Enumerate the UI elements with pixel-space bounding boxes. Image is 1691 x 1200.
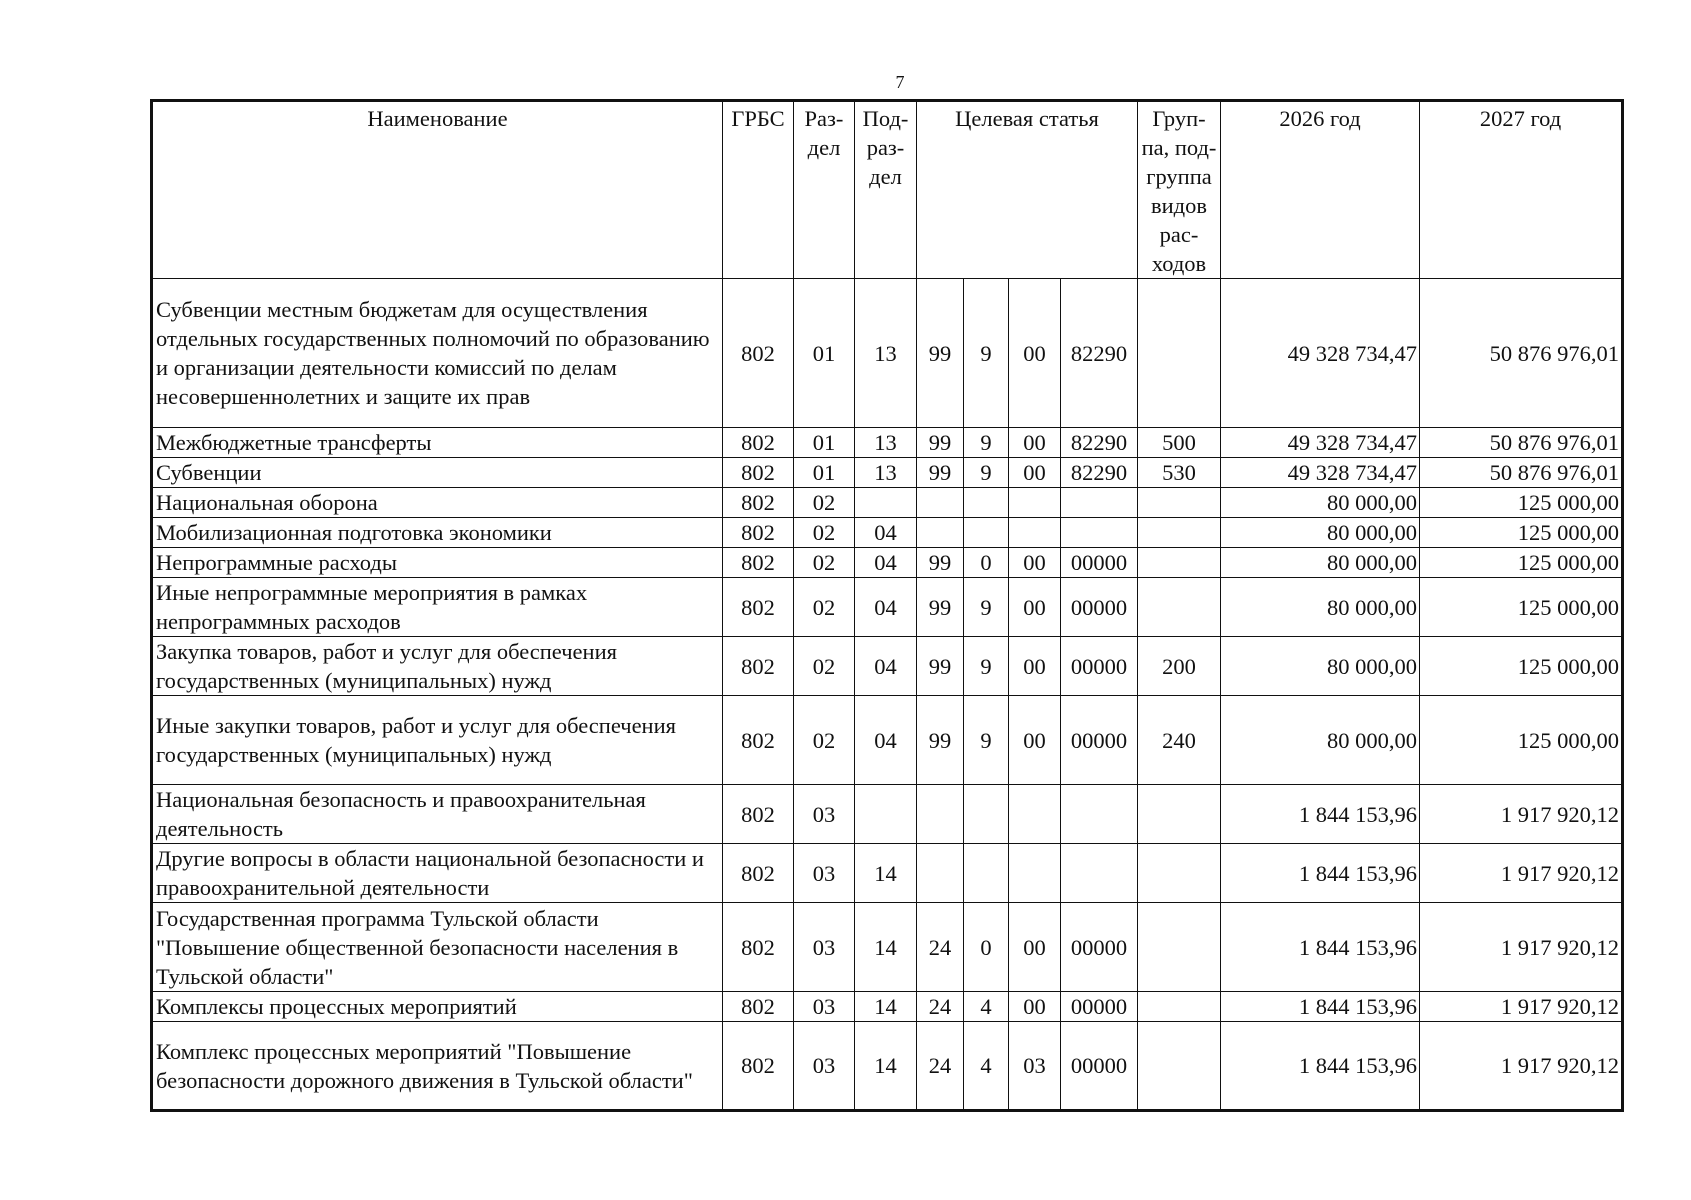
header-grbs: ГРБС — [723, 101, 794, 279]
row-target-article-type — [964, 488, 1009, 518]
table-row — [152, 279, 1623, 428]
row-name: Комплексы процессных мероприятий — [152, 992, 723, 1022]
row-target-article-program: 99 — [917, 696, 964, 785]
row-grbs: 802 — [723, 903, 794, 992]
row-expense-group: 240 — [1138, 696, 1221, 785]
row-name: Государственная программа Тульской области "Повышение общественной безопасности населения в Тульской области" — [152, 903, 723, 992]
row-target-article-subprogram: 00 — [1009, 578, 1061, 637]
row-target-article-subprogram: 00 — [1009, 696, 1061, 785]
row-expense-group — [1138, 488, 1221, 518]
row-podrazdel: 13 — [855, 458, 917, 488]
row-expense-group — [1138, 578, 1221, 637]
table-row — [152, 428, 1623, 458]
row-razdel: 03 — [794, 1022, 855, 1111]
row-expense-group — [1138, 1022, 1221, 1111]
row-target-article-subprogram: 00 — [1009, 637, 1061, 696]
row-target-article-subprogram: 03 — [1009, 1022, 1061, 1111]
header-row — [152, 101, 1623, 279]
row-grbs: 802 — [723, 696, 794, 785]
row-expense-group — [1138, 903, 1221, 992]
row-podrazdel: 04 — [855, 518, 917, 548]
row-name: Мобилизационная подготовка экономики — [152, 518, 723, 548]
table-row — [152, 518, 1623, 548]
row-grbs: 802 — [723, 518, 794, 548]
row-target-article-subprogram: 00 — [1009, 279, 1061, 428]
row-target-article-direction: 00000 — [1061, 548, 1138, 578]
row-target-article-direction: 00000 — [1061, 696, 1138, 785]
row-amount-2027: 125 000,00 — [1420, 578, 1623, 637]
row-grbs: 802 — [723, 637, 794, 696]
table-row — [152, 844, 1623, 903]
row-target-article-program: 99 — [917, 548, 964, 578]
row-podrazdel: 04 — [855, 548, 917, 578]
row-target-article-subprogram — [1009, 785, 1061, 844]
row-target-article-direction: 82290 — [1061, 279, 1138, 428]
row-podrazdel: 04 — [855, 578, 917, 637]
row-amount-2027: 1 917 920,12 — [1420, 992, 1623, 1022]
table-row — [152, 785, 1623, 844]
row-target-article-type: 9 — [964, 428, 1009, 458]
row-grbs: 802 — [723, 992, 794, 1022]
row-target-article-direction: 82290 — [1061, 458, 1138, 488]
row-razdel: 01 — [794, 428, 855, 458]
row-target-article-type — [964, 844, 1009, 903]
row-target-article-program: 99 — [917, 458, 964, 488]
row-razdel: 03 — [794, 903, 855, 992]
header-name: Наименование — [152, 101, 723, 279]
row-target-article-direction: 00000 — [1061, 578, 1138, 637]
row-name: Непрограммные расходы — [152, 548, 723, 578]
header-year-2027: 2027 год — [1420, 101, 1623, 279]
row-target-article-program — [917, 785, 964, 844]
row-name: Межбюджетные трансферты — [152, 428, 723, 458]
row-amount-2026: 1 844 153,96 — [1221, 785, 1420, 844]
row-target-article-subprogram: 00 — [1009, 548, 1061, 578]
row-amount-2026: 49 328 734,47 — [1221, 458, 1420, 488]
row-target-article-type: 4 — [964, 992, 1009, 1022]
row-target-article-program: 99 — [917, 279, 964, 428]
row-target-article-type — [964, 785, 1009, 844]
row-name: Иные закупки товаров, работ и услуг для обеспечения государственных (муниципальных) нужд — [152, 696, 723, 785]
row-amount-2026: 80 000,00 — [1221, 548, 1420, 578]
row-amount-2027: 1 917 920,12 — [1420, 1022, 1623, 1111]
table-row — [152, 696, 1623, 785]
row-podrazdel: 14 — [855, 844, 917, 903]
row-podrazdel: 14 — [855, 1022, 917, 1111]
row-target-article-program: 99 — [917, 428, 964, 458]
table-row — [152, 903, 1623, 992]
header-target-article: Целевая статья — [917, 101, 1138, 279]
row-target-article-type: 9 — [964, 637, 1009, 696]
row-target-article-subprogram: 00 — [1009, 428, 1061, 458]
row-amount-2026: 80 000,00 — [1221, 637, 1420, 696]
row-amount-2027: 125 000,00 — [1420, 518, 1623, 548]
row-amount-2027: 50 876 976,01 — [1420, 279, 1623, 428]
row-expense-group: 530 — [1138, 458, 1221, 488]
row-amount-2026: 1 844 153,96 — [1221, 1022, 1420, 1111]
row-target-article-subprogram — [1009, 518, 1061, 548]
row-target-article-subprogram — [1009, 488, 1061, 518]
row-amount-2026: 80 000,00 — [1221, 518, 1420, 548]
row-amount-2026: 49 328 734,47 — [1221, 279, 1420, 428]
row-razdel: 02 — [794, 488, 855, 518]
row-razdel: 02 — [794, 637, 855, 696]
row-razdel: 03 — [794, 785, 855, 844]
row-amount-2027: 50 876 976,01 — [1420, 458, 1623, 488]
row-target-article-program: 24 — [917, 992, 964, 1022]
row-target-article-type: 0 — [964, 903, 1009, 992]
row-grbs: 802 — [723, 279, 794, 428]
row-razdel: 03 — [794, 992, 855, 1022]
row-target-article-subprogram: 00 — [1009, 903, 1061, 992]
row-razdel: 01 — [794, 458, 855, 488]
row-target-article-program: 99 — [917, 637, 964, 696]
row-amount-2027: 125 000,00 — [1420, 637, 1623, 696]
row-target-article-direction: 82290 — [1061, 428, 1138, 458]
row-grbs: 802 — [723, 428, 794, 458]
header-year-2026: 2026 год — [1221, 101, 1420, 279]
row-target-article-program — [917, 844, 964, 903]
row-target-article-type — [964, 518, 1009, 548]
row-target-article-subprogram: 00 — [1009, 992, 1061, 1022]
table-row — [152, 458, 1623, 488]
row-podrazdel: 14 — [855, 903, 917, 992]
row-grbs: 802 — [723, 458, 794, 488]
row-name: Закупка товаров, работ и услуг для обеспечения государственных (муниципальных) нужд — [152, 637, 723, 696]
table-row — [152, 1022, 1623, 1111]
row-razdel: 03 — [794, 844, 855, 903]
row-target-article-direction — [1061, 488, 1138, 518]
row-target-article-type: 4 — [964, 1022, 1009, 1111]
row-target-article-subprogram — [1009, 844, 1061, 903]
row-target-article-direction: 00000 — [1061, 903, 1138, 992]
row-amount-2026: 80 000,00 — [1221, 488, 1420, 518]
row-podrazdel: 04 — [855, 637, 917, 696]
row-amount-2026: 80 000,00 — [1221, 696, 1420, 785]
row-grbs: 802 — [723, 844, 794, 903]
row-expense-group — [1138, 279, 1221, 428]
row-target-article-program — [917, 518, 964, 548]
row-target-article-direction: 00000 — [1061, 992, 1138, 1022]
row-expense-group: 500 — [1138, 428, 1221, 458]
row-target-article-type: 9 — [964, 696, 1009, 785]
row-name: Субвенции местным бюджетам для осуществления отдельных государственных полномочий по образованию и организации деятельности комиссий по делам несовершеннолетних и защите их прав — [152, 279, 723, 428]
row-expense-group: 200 — [1138, 637, 1221, 696]
row-amount-2027: 1 917 920,12 — [1420, 844, 1623, 903]
row-amount-2027: 1 917 920,12 — [1420, 903, 1623, 992]
header-razdel: Раз- дел — [794, 101, 855, 279]
row-grbs: 802 — [723, 578, 794, 637]
row-expense-group — [1138, 844, 1221, 903]
row-amount-2027: 1 917 920,12 — [1420, 785, 1623, 844]
row-target-article-subprogram: 00 — [1009, 458, 1061, 488]
row-name: Другие вопросы в области национальной безопасности и правоохранительной деятельности — [152, 844, 723, 903]
row-grbs: 802 — [723, 1022, 794, 1111]
row-razdel: 02 — [794, 518, 855, 548]
row-amount-2026: 1 844 153,96 — [1221, 992, 1420, 1022]
header-expense-group: Груп- па, под- группа видов рас- ходов — [1138, 101, 1221, 279]
row-razdel: 01 — [794, 279, 855, 428]
budget-table — [150, 99, 1624, 1112]
row-podrazdel — [855, 488, 917, 518]
row-target-article-direction — [1061, 844, 1138, 903]
row-podrazdel — [855, 785, 917, 844]
row-podrazdel: 13 — [855, 428, 917, 458]
row-target-article-program: 24 — [917, 903, 964, 992]
row-amount-2027: 125 000,00 — [1420, 548, 1623, 578]
row-amount-2026: 49 328 734,47 — [1221, 428, 1420, 458]
row-expense-group — [1138, 785, 1221, 844]
row-target-article-program: 99 — [917, 578, 964, 637]
row-target-article-type: 9 — [964, 458, 1009, 488]
row-amount-2027: 50 876 976,01 — [1420, 428, 1623, 458]
row-target-article-program: 24 — [917, 1022, 964, 1111]
row-amount-2026: 80 000,00 — [1221, 578, 1420, 637]
row-target-article-program — [917, 488, 964, 518]
row-target-article-type: 9 — [964, 578, 1009, 637]
row-grbs: 802 — [723, 488, 794, 518]
header-podrazdel: Под- раз- дел — [855, 101, 917, 279]
row-amount-2026: 1 844 153,96 — [1221, 903, 1420, 992]
page-number: 7 — [895, 72, 905, 92]
table-row — [152, 488, 1623, 518]
row-podrazdel: 13 — [855, 279, 917, 428]
row-name: Национальная безопасность и правоохранительная деятельность — [152, 785, 723, 844]
table-row — [152, 637, 1623, 696]
row-grbs: 802 — [723, 548, 794, 578]
row-target-article-direction: 00000 — [1061, 1022, 1138, 1111]
row-razdel: 02 — [794, 578, 855, 637]
row-name: Субвенции — [152, 458, 723, 488]
table-row — [152, 578, 1623, 637]
row-amount-2027: 125 000,00 — [1420, 696, 1623, 785]
row-expense-group — [1138, 992, 1221, 1022]
row-razdel: 02 — [794, 696, 855, 785]
row-expense-group — [1138, 548, 1221, 578]
row-name: Иные непрограммные мероприятия в рамках непрограммных расходов — [152, 578, 723, 637]
row-podrazdel: 14 — [855, 992, 917, 1022]
row-razdel: 02 — [794, 548, 855, 578]
table-row — [152, 548, 1623, 578]
row-target-article-type: 0 — [964, 548, 1009, 578]
row-amount-2026: 1 844 153,96 — [1221, 844, 1420, 903]
row-target-article-type: 9 — [964, 279, 1009, 428]
table-row — [152, 992, 1623, 1022]
row-podrazdel: 04 — [855, 696, 917, 785]
row-expense-group — [1138, 518, 1221, 548]
row-grbs: 802 — [723, 785, 794, 844]
row-target-article-direction — [1061, 785, 1138, 844]
row-amount-2027: 125 000,00 — [1420, 488, 1623, 518]
row-name: Комплекс процессных мероприятий "Повышение безопасности дорожного движения в Тульской области" — [152, 1022, 723, 1111]
row-name: Национальная оборона — [152, 488, 723, 518]
row-target-article-direction: 00000 — [1061, 637, 1138, 696]
row-target-article-direction — [1061, 518, 1138, 548]
